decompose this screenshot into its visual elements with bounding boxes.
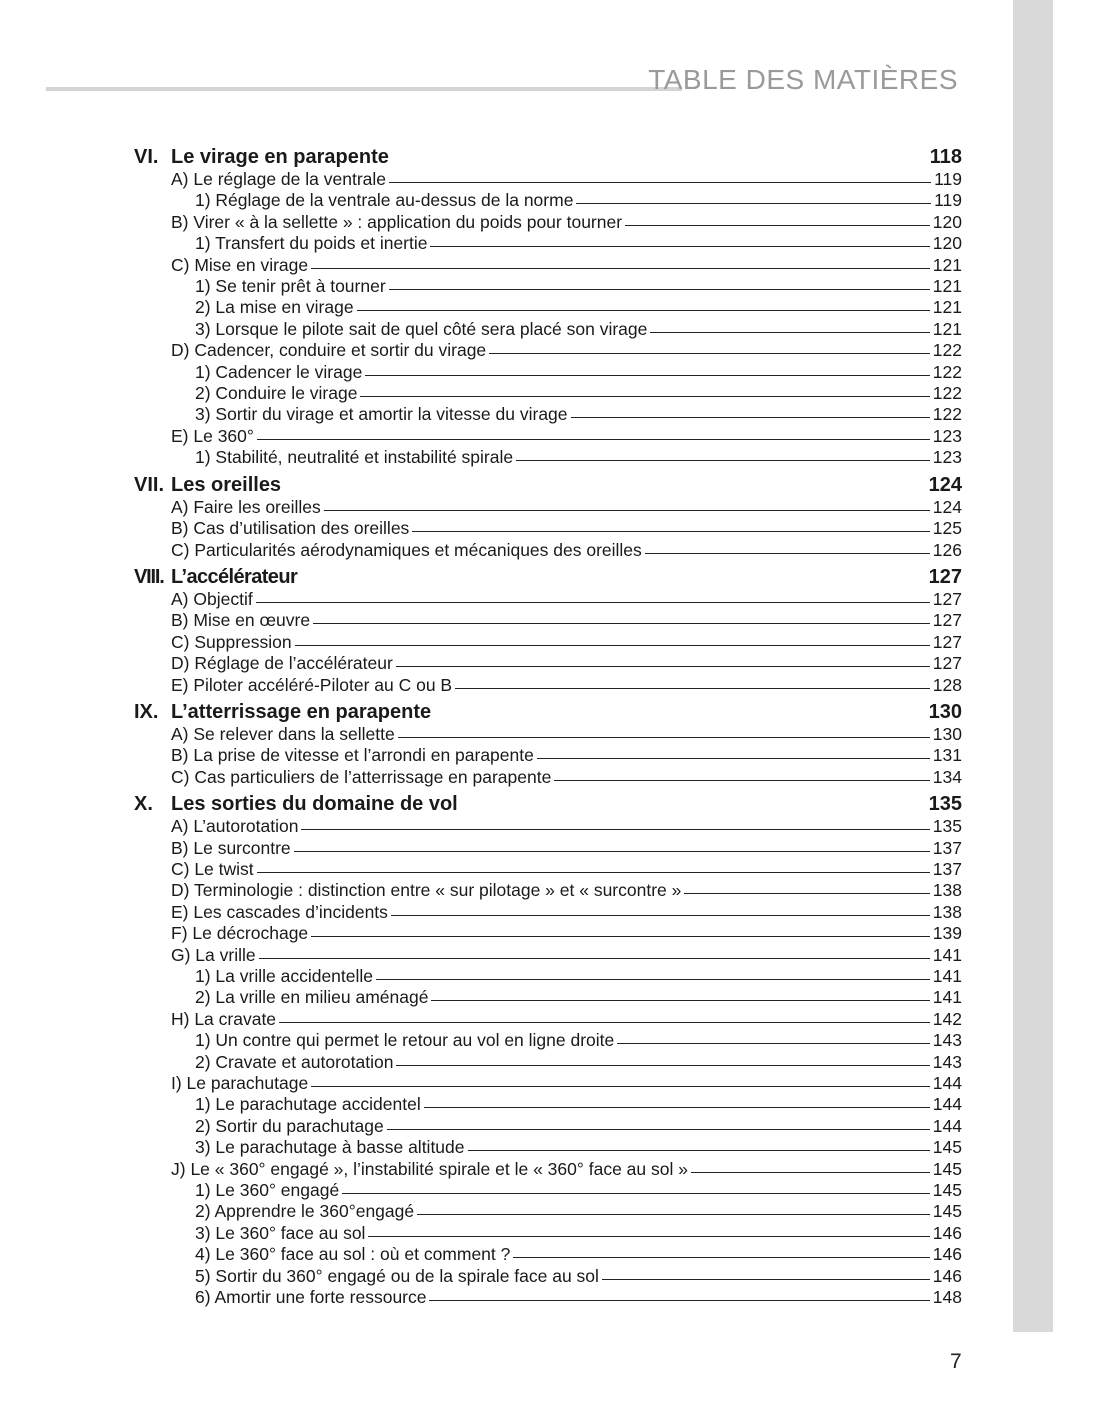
entry-page-number: 119 <box>934 190 962 211</box>
entry-page-number: 143 <box>932 1051 962 1072</box>
entry-page-number: 122 <box>932 383 962 404</box>
entry-label: 2) Cravate et autorotation <box>195 1051 394 1072</box>
entry-page-number: 127 <box>932 631 962 652</box>
entry-label: 1) Stabilité, neutralité et instabilité spirale <box>195 447 514 468</box>
toc-entry[interactable] <box>134 319 962 340</box>
entry-page-number: 144 <box>932 1094 962 1115</box>
entry-page-number: 138 <box>932 901 962 922</box>
toc-entry[interactable] <box>134 1244 962 1265</box>
entry-label: D) Réglage de l’accélérateur <box>171 653 393 674</box>
page-number: 7 <box>950 1350 962 1373</box>
entry-page-number: 121 <box>932 276 962 297</box>
toc-entry[interactable] <box>134 838 962 859</box>
section-page-number: 124 <box>928 473 962 496</box>
toc-entry[interactable] <box>134 362 962 383</box>
section-number: X. <box>134 793 153 816</box>
toc-entry[interactable] <box>134 540 962 561</box>
entry-label: 2) Sortir du parachutage <box>195 1115 384 1136</box>
leader-line <box>311 1086 930 1087</box>
toc-entry[interactable] <box>134 816 962 837</box>
entry-label: D) Cadencer, conduire et sortir du virage <box>171 340 487 361</box>
entry-label: 1) Le parachutage accidentel <box>195 1094 421 1115</box>
entry-page-number: 127 <box>932 610 962 631</box>
entry-label: 2) Conduire le virage <box>195 383 358 404</box>
toc-entry[interactable] <box>134 1159 962 1180</box>
entry-label: A) Le réglage de la ventrale <box>171 169 386 189</box>
entry-page-number: 124 <box>932 496 962 517</box>
entry-page-number: 146 <box>932 1265 962 1286</box>
entry-page-number: 125 <box>932 518 962 539</box>
leader-line <box>430 246 929 247</box>
entry-page-number: 130 <box>932 723 962 744</box>
entry-label: 3) Lorsque le pilote sait de quel côté sera placé son virage <box>195 318 648 339</box>
page-title: TABLE DES MATIÈRES <box>648 64 958 95</box>
entry-label: 1) Cadencer le virage <box>195 361 363 382</box>
entry-label: E) Piloter accéléré-Piloter au C ou B <box>171 674 453 695</box>
toc-entry[interactable] <box>134 1223 962 1244</box>
section-title: Les oreilles <box>171 473 282 496</box>
leader-line <box>391 915 930 916</box>
leader-line <box>342 1193 930 1194</box>
leader-line <box>602 1279 930 1280</box>
leader-line <box>537 758 930 759</box>
toc-section-heading[interactable] <box>134 473 962 497</box>
section-number: VIII. <box>134 565 164 588</box>
entry-label: 2) La mise en virage <box>195 297 354 318</box>
toc-entry[interactable] <box>134 255 962 276</box>
leader-line <box>311 936 930 937</box>
leader-line <box>257 872 930 873</box>
entry-page-number: 139 <box>932 923 962 944</box>
toc-entry[interactable] <box>134 1094 962 1115</box>
toc-entry[interactable] <box>134 1073 962 1094</box>
leader-line <box>257 439 930 440</box>
leader-line <box>625 225 930 226</box>
section-number: VII. <box>134 473 165 496</box>
entry-page-number: 143 <box>932 1030 962 1051</box>
entry-label: A) Se relever dans la sellette <box>171 723 395 744</box>
leader-line <box>691 1172 930 1173</box>
leader-line <box>259 958 930 959</box>
toc-entry[interactable] <box>134 1116 962 1137</box>
entry-page-number: 122 <box>932 340 962 361</box>
section-title: Les sorties du domaine de vol <box>171 793 458 816</box>
entry-page-number: 131 <box>932 745 962 766</box>
toc-entry[interactable] <box>134 169 962 190</box>
toc-entry[interactable] <box>134 1030 962 1051</box>
entry-label: 1) Se tenir prêt à tourner <box>195 276 386 297</box>
toc-section-heading[interactable] <box>134 145 962 169</box>
toc-entry[interactable] <box>134 383 962 404</box>
entry-page-number: 134 <box>932 766 962 787</box>
toc-entry[interactable] <box>134 1052 962 1073</box>
toc-entry[interactable] <box>134 610 962 631</box>
toc-entry[interactable] <box>134 426 962 447</box>
entry-page-number: 123 <box>932 425 962 446</box>
leader-line <box>365 375 929 376</box>
entry-page-number: 145 <box>932 1180 962 1201</box>
entry-page-number: 135 <box>932 816 962 837</box>
entry-page-number: 144 <box>932 1115 962 1136</box>
entry-label: A) L’autorotation <box>171 816 299 837</box>
entry-label: D) Terminologie : distinction entre « sur pilotage » et « surcontre » <box>171 880 682 901</box>
leader-line <box>256 602 930 603</box>
entry-page-number: 145 <box>932 1158 962 1179</box>
toc-entry[interactable] <box>134 190 962 211</box>
toc-entry[interactable] <box>134 724 962 745</box>
entry-label: B) Le surcontre <box>171 837 291 858</box>
entry-label: B) Cas d’utilisation des oreilles <box>171 518 410 539</box>
leader-line <box>554 780 929 781</box>
leader-line <box>313 623 930 624</box>
toc-entry[interactable] <box>134 340 962 361</box>
entry-label: 3) Sortir du virage et amortir la vitesse du virage <box>195 404 568 425</box>
toc-entry[interactable] <box>134 589 962 610</box>
entry-page-number: 144 <box>932 1073 962 1094</box>
leader-line <box>389 182 931 183</box>
leader-line <box>468 1150 930 1151</box>
header-rule <box>46 87 682 91</box>
toc-entry[interactable] <box>134 297 962 318</box>
side-margin-bar <box>1013 0 1053 1332</box>
entry-page-number: 138 <box>932 880 962 901</box>
section-page-number: 135 <box>928 793 962 816</box>
entry-label: I) Le parachutage <box>171 1073 309 1094</box>
table-of-contents <box>134 145 962 1309</box>
entry-page-number: 119 <box>934 169 962 189</box>
entry-page-number: 145 <box>932 1201 962 1222</box>
leader-line <box>360 396 929 397</box>
entry-label: C) Particularités aérodynamiques et mécaniques des oreilles <box>171 539 642 560</box>
toc-entry[interactable] <box>134 1009 962 1030</box>
entry-page-number: 141 <box>932 966 962 986</box>
leader-line <box>357 310 930 311</box>
entry-page-number: 148 <box>932 1287 962 1308</box>
entry-label: A) Objectif <box>171 588 253 609</box>
entry-label: C) Suppression <box>171 631 292 652</box>
entry-page-number: 142 <box>932 1008 962 1029</box>
entry-label: B) Mise en œuvre <box>171 610 311 631</box>
toc-entry[interactable] <box>134 447 962 468</box>
section-title: Le virage en parapente <box>171 146 389 168</box>
toc-entry[interactable] <box>134 745 962 766</box>
entry-page-number: 137 <box>932 858 962 879</box>
toc-entry[interactable] <box>134 1287 962 1308</box>
section-page-number: 130 <box>928 700 962 723</box>
leader-line <box>513 1257 929 1258</box>
leader-line <box>389 289 930 290</box>
entry-label: C) Mise en virage <box>171 254 309 275</box>
entry-label: 1) Le 360° engagé <box>195 1180 340 1201</box>
entry-label: 4) Le 360° face au sol : où et comment ? <box>195 1244 511 1265</box>
leader-line <box>412 531 929 532</box>
toc-entry[interactable] <box>134 653 962 674</box>
entry-label: 6) Amortir une forte ressource <box>195 1287 427 1308</box>
leader-line <box>295 645 930 646</box>
leader-line <box>684 893 929 894</box>
leader-line <box>431 1000 929 1001</box>
entry-label: J) Le « 360° engagé », l’instabilité spirale et le « 360° face au sol » <box>171 1158 688 1179</box>
entry-label: E) Le 360° <box>171 425 254 446</box>
leader-line <box>424 1107 930 1108</box>
entry-label: C) Cas particuliers de l’atterrissage en parapente <box>171 766 552 787</box>
toc-section-heading[interactable] <box>134 700 962 724</box>
entry-label: 1) Un contre qui permet le retour au vol en ligne droite <box>195 1030 615 1051</box>
toc-entry[interactable] <box>134 859 962 880</box>
leader-line <box>489 353 930 354</box>
section-number: VI. <box>134 146 159 168</box>
leader-line <box>645 553 930 554</box>
entry-label: E) Les cascades d’incidents <box>171 901 388 922</box>
entry-page-number: 122 <box>932 404 962 425</box>
leader-line <box>396 666 930 667</box>
toc-entry[interactable] <box>134 966 962 987</box>
leader-line <box>279 1022 930 1023</box>
leader-line <box>376 979 930 980</box>
entry-page-number: 126 <box>932 539 962 560</box>
leader-line <box>576 203 931 204</box>
entry-page-number: 146 <box>932 1244 962 1265</box>
section-number: IX. <box>134 700 159 723</box>
toc-entry[interactable] <box>134 945 962 966</box>
entry-page-number: 127 <box>932 588 962 609</box>
toc-entry[interactable] <box>134 212 962 233</box>
entry-page-number: 121 <box>932 254 962 275</box>
toc-entry[interactable] <box>134 1266 962 1287</box>
toc-entry[interactable] <box>134 902 962 923</box>
entry-page-number: 137 <box>932 837 962 858</box>
entry-page-number: 120 <box>932 211 962 232</box>
entry-page-number: 128 <box>932 674 962 695</box>
leader-line <box>387 1129 930 1130</box>
leader-line <box>429 1300 929 1301</box>
entry-page-number: 145 <box>932 1137 962 1158</box>
leader-line <box>650 332 929 333</box>
leader-line <box>516 460 930 461</box>
leader-line <box>396 1065 929 1066</box>
leader-line <box>417 1214 930 1215</box>
toc-entry[interactable] <box>134 923 962 944</box>
toc-entry[interactable] <box>134 497 962 518</box>
entry-label: 2) Apprendre le 360°engagé <box>195 1201 415 1222</box>
toc-entry[interactable] <box>134 880 962 901</box>
toc-entry[interactable] <box>134 404 962 425</box>
toc-section-heading[interactable] <box>134 792 962 816</box>
toc-entry[interactable] <box>134 632 962 653</box>
toc-entry[interactable] <box>134 1201 962 1222</box>
entry-label: H) La cravate <box>171 1008 277 1029</box>
toc-entry[interactable] <box>134 1137 962 1158</box>
leader-line <box>294 851 930 852</box>
toc-entry[interactable] <box>134 1180 962 1201</box>
section-page-number: 127 <box>928 565 962 588</box>
entry-label: 3) Le 360° face au sol <box>195 1222 366 1243</box>
section-title: L’accélérateur <box>171 565 298 588</box>
leader-line <box>311 268 930 269</box>
toc-entry[interactable] <box>134 518 962 539</box>
section-title: L’atterrissage en parapente <box>171 700 432 723</box>
leader-line <box>398 737 930 738</box>
entry-label: C) Le twist <box>171 858 254 879</box>
entry-label: F) Le décrochage <box>171 923 309 944</box>
leader-line <box>571 417 930 418</box>
leader-line <box>617 1043 930 1044</box>
entry-page-number: 123 <box>932 447 962 468</box>
toc-entry[interactable] <box>134 276 962 297</box>
entry-label: 1) La vrille accidentelle <box>195 966 374 986</box>
leader-line <box>455 688 930 689</box>
toc-entry[interactable] <box>134 767 962 788</box>
entry-label: 2) La vrille en milieu aménagé <box>195 987 429 1008</box>
toc-entry[interactable] <box>134 675 962 696</box>
entry-label: 5) Sortir du 360° engagé ou de la spirale face au sol <box>195 1265 599 1286</box>
toc-entry[interactable] <box>134 987 962 1008</box>
entry-label: 3) Le parachutage à basse altitude <box>195 1137 465 1158</box>
toc-section-heading[interactable] <box>134 565 962 589</box>
leader-line <box>368 1236 929 1237</box>
entry-label: B) La prise de vitesse et l’arrondi en parapente <box>171 745 534 766</box>
entry-label: 1) Transfert du poids et inertie <box>195 233 428 254</box>
leader-line <box>301 829 929 830</box>
toc-entry[interactable] <box>134 233 962 254</box>
entry-page-number: 141 <box>932 944 962 965</box>
entry-page-number: 122 <box>932 361 962 382</box>
entry-label: A) Faire les oreilles <box>171 496 321 517</box>
entry-page-number: 146 <box>932 1222 962 1243</box>
entry-label: G) La vrille <box>171 944 256 965</box>
entry-page-number: 121 <box>932 318 962 339</box>
section-page-number: 118 <box>929 146 962 168</box>
entry-label: B) Virer « à la sellette » : application du poids pour tourner <box>171 211 623 232</box>
entry-label: 1) Réglage de la ventrale au-dessus de la norme <box>195 190 574 211</box>
entry-page-number: 127 <box>932 653 962 674</box>
leader-line <box>324 510 930 511</box>
entry-page-number: 141 <box>932 987 962 1008</box>
entry-page-number: 121 <box>932 297 962 318</box>
entry-page-number: 120 <box>932 233 962 254</box>
